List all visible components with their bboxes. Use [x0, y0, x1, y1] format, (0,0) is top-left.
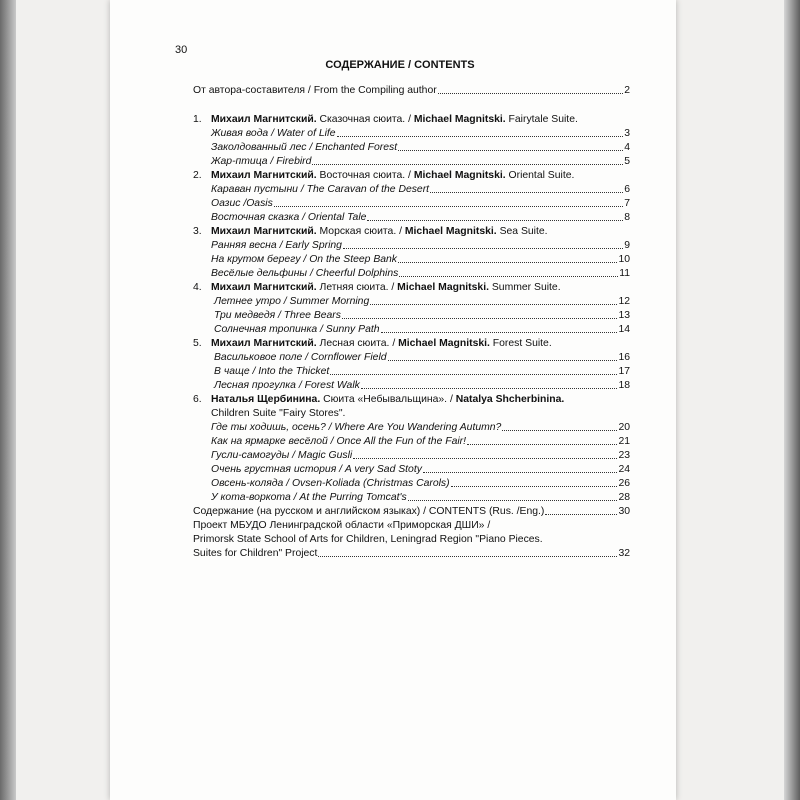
section-heading — [193, 337, 552, 350]
suite-en: Forest Suite. — [489, 338, 552, 349]
toc-page-number: 10 — [618, 254, 630, 265]
toc-entry[interactable] — [211, 141, 630, 154]
toc-page-number: 8 — [624, 212, 630, 223]
toc-page-number: 17 — [618, 366, 630, 377]
toc-entry[interactable] — [211, 421, 630, 434]
toc-entry-label: Восточная сказка / Oriental Tale — [211, 212, 367, 223]
toc-page-number: 16 — [618, 352, 630, 363]
dot-leader — [451, 486, 618, 487]
toc-entry-label: Suites for Children" Project — [193, 548, 318, 559]
suite-en: Oriental Suite. — [505, 170, 575, 181]
toc-entry[interactable] — [214, 309, 630, 322]
toc-page-number: 30 — [618, 506, 630, 517]
toc-entry-label: Заколдованный лес / Enchanted Forest — [211, 142, 398, 153]
toc-page-number: 5 — [624, 156, 630, 167]
toc-entry[interactable] — [211, 127, 630, 140]
page-title: СОДЕРЖАНИЕ / CONTENTS — [325, 59, 475, 71]
toc-page-number: 12 — [618, 296, 630, 307]
toc-page-number: 23 — [618, 450, 630, 461]
section-number: 3. — [193, 226, 202, 237]
toc-entry-label: Солнечная тропинка / Sunny Path — [214, 324, 380, 335]
composer-en: Michael Magnitski. — [413, 170, 506, 181]
section-heading — [193, 169, 574, 182]
suite-en: Summer Suite. — [488, 282, 561, 293]
toc-entry[interactable] — [211, 239, 630, 252]
dot-leader — [430, 192, 623, 193]
toc-page-number: 14 — [618, 324, 630, 335]
composer-en: Michael Magnitski. — [398, 338, 490, 349]
dot-leader — [330, 374, 617, 375]
toc-page-number: 21 — [618, 436, 630, 447]
section-heading — [193, 113, 578, 126]
toc-page-number: 4 — [624, 142, 630, 153]
toc-entry-label: Ранняя весна / Early Spring — [211, 240, 342, 251]
dot-leader — [274, 206, 623, 207]
section-number: 4. — [193, 282, 202, 293]
toc-entry[interactable] — [214, 351, 630, 364]
suite-ru: Восточная сюита. / — [316, 170, 414, 181]
suite-ru: Сюита «Небывальщина». / — [320, 394, 456, 405]
toc-entry[interactable] — [211, 211, 630, 224]
toc-entry-label: Оазис /Oasis — [211, 198, 273, 209]
toc-entry-label: Овсень-коляда / Ovsen-Koliada (Christmas Carols) — [211, 478, 450, 489]
toc-entry[interactable] — [214, 365, 630, 378]
suite-ru: Сказочная сюита. / — [316, 114, 414, 125]
dot-leader — [367, 220, 623, 221]
toc-entry-label: Лесная прогулка / Forest Walk — [214, 380, 360, 391]
toc-entry-label: Где ты ходишь, осень? / Where Are You Wandering Autumn? — [211, 422, 502, 433]
toc-page-number: 3 — [624, 128, 630, 139]
dot-leader — [467, 444, 617, 445]
scan-edge-right — [784, 0, 800, 800]
project-line-2: Primorsk State School of Arts for Children, Leningrad Region "Piano Pieces. — [193, 534, 543, 545]
dot-leader — [353, 458, 617, 459]
suite-en: Sea Suite. — [496, 226, 548, 237]
toc-page-number: 2 — [624, 85, 630, 96]
section-number: 6. — [193, 394, 202, 405]
dot-leader — [318, 556, 617, 557]
composer-ru: Михаил Магнитский. — [211, 282, 317, 293]
toc-entry[interactable] — [214, 323, 630, 336]
toc-page-number: 9 — [624, 240, 630, 251]
toc-entry-project[interactable] — [193, 547, 630, 560]
suite-ru: Морская сюита. / — [316, 226, 405, 237]
toc-entry-label: От автора-составителя / From the Compiling author — [193, 85, 437, 96]
toc-entry[interactable] — [211, 253, 630, 266]
dot-leader — [312, 164, 623, 165]
toc-entry-contents[interactable] — [193, 505, 630, 518]
toc-page-number: 24 — [618, 464, 630, 475]
toc-entry-label: У кота-воркота / At the Purring Tomcat's — [211, 492, 407, 503]
section-number: 2. — [193, 170, 202, 181]
toc-page-number: 13 — [618, 310, 630, 321]
composer-ru: Наталья Щербинина. — [211, 394, 321, 405]
toc-entry[interactable] — [211, 491, 630, 504]
composer-en: Michael Magnitski. — [404, 226, 497, 237]
composer-ru: Михаил Магнитский. — [211, 114, 317, 125]
toc-entry-label: Весёлые дельфины / Cheerful Dolphins — [211, 268, 399, 279]
composer-ru: Михаил Магнитский. — [211, 338, 317, 349]
section-heading — [193, 393, 564, 406]
dot-leader — [343, 248, 623, 249]
dot-leader — [370, 304, 617, 305]
toc-page-number: 11 — [619, 268, 630, 279]
composer-ru: Михаил Магнитский. — [211, 170, 317, 181]
suite-ru: Летняя сюита. / — [316, 282, 398, 293]
toc-entry-label: Караван пустыни / The Caravan of the Desert — [211, 184, 430, 195]
dot-leader — [545, 514, 617, 515]
dot-leader — [398, 150, 623, 151]
composer-en: Michael Magnitski. — [413, 114, 506, 125]
toc-entry[interactable] — [214, 379, 630, 392]
toc-entry-label: Гусли-самогуды / Magic Gusli — [211, 450, 353, 461]
toc-page-number: 7 — [624, 198, 630, 209]
composer-ru: Михаил Магнитский. — [211, 226, 317, 237]
toc-page-number: 26 — [618, 478, 630, 489]
section-heading — [193, 281, 561, 294]
toc-entry[interactable] — [214, 295, 630, 308]
section-heading — [193, 225, 548, 238]
dot-leader — [399, 276, 618, 277]
toc-entry[interactable] — [211, 197, 630, 210]
toc-entry-intro[interactable] — [193, 84, 630, 97]
dot-leader — [342, 318, 617, 319]
dot-leader — [423, 472, 618, 473]
toc-entry-label: Летнее утро / Summer Morning — [214, 296, 370, 307]
dot-leader — [502, 430, 617, 431]
composer-en: Natalya Shcherbinina. — [455, 394, 565, 405]
section-number: 5. — [193, 338, 202, 349]
toc-entry-label: Содержание (на русском и английском языках) / CONTENTS (Rus. /Eng.) — [193, 506, 545, 517]
toc-entry-label: Васильковое поле / Cornflower Field — [214, 352, 387, 363]
toc-page-number: 18 — [618, 380, 630, 391]
section-subtitle: Children Suite "Fairy Stores". — [211, 408, 346, 419]
dot-leader — [388, 360, 618, 361]
toc-page-number: 20 — [618, 422, 630, 433]
toc-entry[interactable] — [211, 463, 630, 476]
toc-page-number: 6 — [624, 184, 630, 195]
toc-entry-label: В чаще / Into the Thicket — [214, 366, 330, 377]
scan-edge-left — [0, 0, 16, 800]
toc-entry[interactable] — [211, 267, 630, 280]
suite-en: Fairytale Suite. — [505, 114, 578, 125]
toc-entry-label: Как на ярмарке весёлой / Once All the Fun of the Fair! — [211, 436, 467, 447]
composer-en: Michael Magnitski. — [397, 282, 489, 293]
toc-entry[interactable] — [211, 435, 630, 448]
project-line-1: Проект МБУДО Ленинградской области «Приморская ДШИ» / — [193, 520, 491, 531]
dot-leader — [398, 262, 617, 263]
toc-entry-label: Живая вода / Water of Life — [211, 128, 336, 139]
suite-ru: Лесная сюита. / — [316, 338, 399, 349]
page-number: 30 — [175, 44, 188, 56]
toc-page-number: 28 — [618, 492, 630, 503]
toc-entry[interactable] — [211, 449, 630, 462]
toc-entry[interactable] — [211, 183, 630, 196]
toc-entry[interactable] — [211, 477, 630, 490]
dot-leader — [438, 93, 624, 94]
toc-entry[interactable] — [211, 155, 630, 168]
toc-entry-label: Очень грустная история / A very Sad Stoty — [211, 464, 422, 475]
toc-entry-label: Три медведя / Three Bears — [214, 310, 341, 321]
dot-leader — [361, 388, 618, 389]
toc-entry-label: Жар-птица / Firebird — [211, 156, 312, 167]
dot-leader — [408, 500, 618, 501]
section-number: 1. — [193, 114, 202, 125]
dot-leader — [337, 136, 624, 137]
toc-entry-label: На крутом берегу / On the Steep Bank — [211, 254, 397, 265]
toc-page-number: 32 — [618, 548, 630, 559]
dot-leader — [381, 332, 618, 333]
